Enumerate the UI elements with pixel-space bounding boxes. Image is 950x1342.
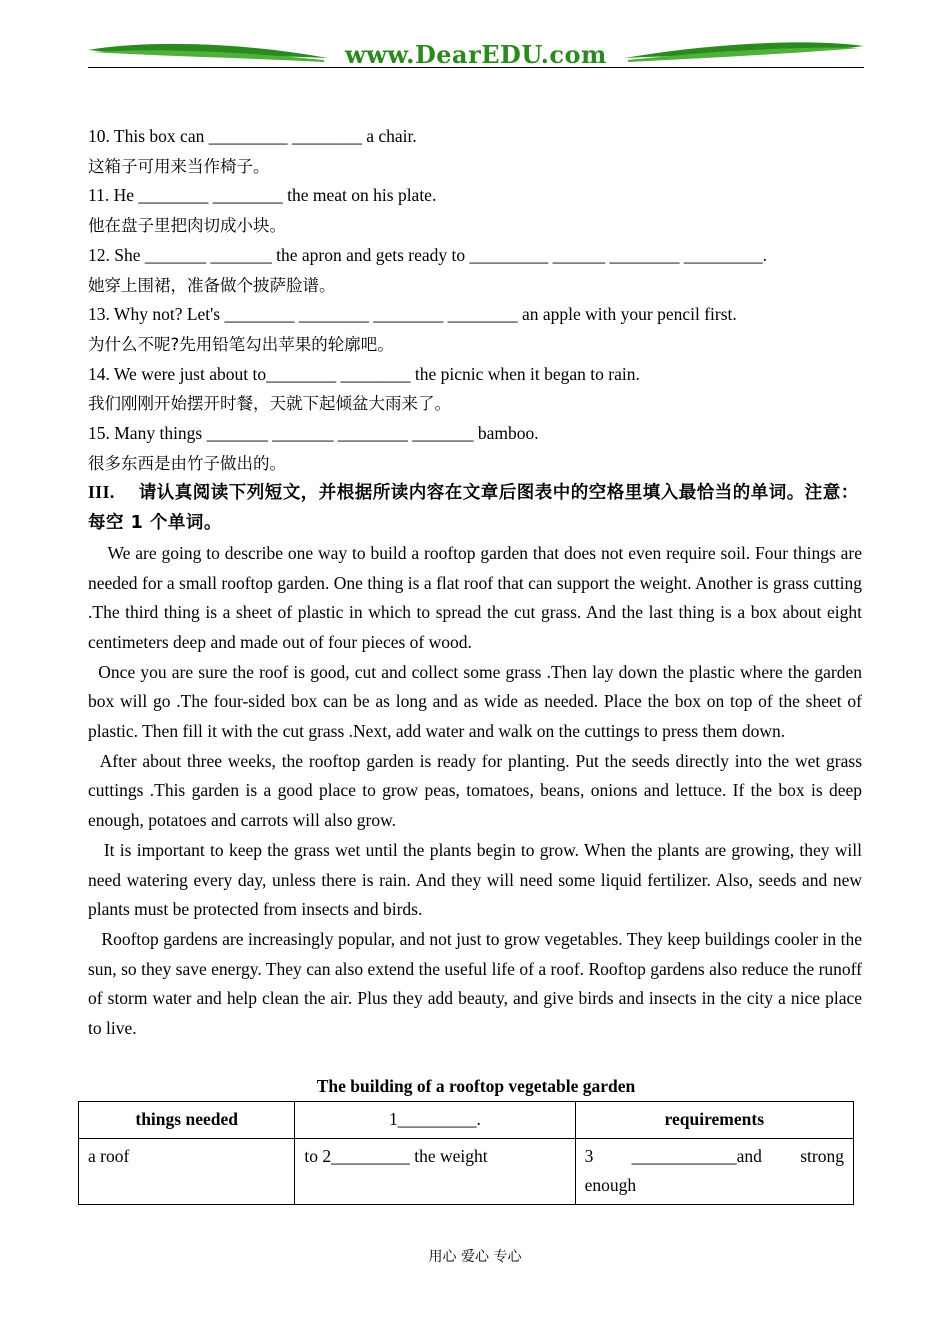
table-header-row [79,1102,854,1139]
question-13-translation: 为什么不呢?先用铅笔勾出苹果的轮廓吧。 [88,334,394,354]
question-12: 12. She _______ _______ the apron and gets ready to _________ ______ ________ _________. [88,244,768,265]
header-divider [88,67,864,68]
site-logo[interactable]: www.DearEDU.com [345,40,607,69]
question-15: 15. Many things _______ _______ ________ _______ bamboo. [88,423,539,444]
question-13: 13. Why not? Let's ________ ________ ________ ________ an apple with your pencil first. [88,304,737,325]
question-10: 10. This box can _________ ________ a chair. [88,126,417,146]
question-10-translation: 这箱子可用来当作椅子。 [88,156,270,176]
passage-paragraph-5: Rooftop gardens are increasingly popular, and not just to grow vegetables. They keep buildings cooler in the sun, so they save energy. They can also extend the useful life of a roof. Rooftop gardens also reduce the runoff of storm water and help clean the air. Plus they add beauty, and give birds and insects in the city a nice place to live. [88,928,867,1039]
table-caption: The building of a rooftop vegetable garden [316,1076,636,1096]
table-cell: to 2_________ the weight [295,1138,575,1204]
passage-paragraph-4: It is important to keep the grass wet until the plants begin to grow. When the plants are growing, they will need watering every day, unless there is rain. And they will need some liquid fertilizer. Also, seeds and new plants must be protected from insects and birds. [88,839,867,920]
question-11: 11. He ________ ________ the meat on his plate. [88,185,437,206]
passage-paragraph-3: After about three weeks, the rooftop garden is ready for planting. Put the seeds directly into the wet grass cuttings .This garden is a good place to grow peas, tomatoes, beans, onions and lettuce. If the box is deep enough, potatoes and carrots will also grow. [88,750,867,831]
table-row [79,1138,854,1204]
question-14-translation: 我们刚刚开始摆开时餐，天就下起倾盆大雨来了。 [88,394,451,414]
table-cell: 3 ____________and strong enough [575,1138,853,1204]
table-header-cell: things needed [79,1102,295,1139]
table-header-cell: requirements [575,1102,853,1139]
section-number: III. [88,482,115,503]
question-15-translation: 很多东西是由竹子做出的。 [88,453,286,473]
passage-paragraph-2: Once you are sure the roof is good, cut and collect some grass .Then lay down the plastic where the garden box will go .The four-sided box can be as long and as wide as needed. Place the box on top of the sheet of plastic. Then fill it with the cut grass .Next, add water and walk on the cuttings to press them down. [88,661,867,742]
page-footer: 用心 爱心 专心 [428,1249,522,1265]
section-instruction: 请认真阅读下列短文，并根据所读内容在文章后图表中的空格里填入最恰当的单词。注意：每空 1 个单词。 [88,483,859,534]
section-heading [88,478,862,538]
table-cell: a roof [79,1138,295,1204]
table-header-cell: 1_________. [295,1102,575,1139]
question-12-translation: 她穿上围裙，准备做个披萨脸谱。 [88,275,336,295]
answer-table [78,1101,854,1205]
question-14: 14. We were just about to________ ________ the picnic when it began to rain. [88,363,640,384]
worksheet-body [88,122,867,1044]
question-11-translation: 他在盘子里把肉切成小块。 [88,216,286,236]
passage-paragraph-1: We are going to describe one way to build a rooftop garden that does not even require soil. Four things are needed for a small rooftop garden. One thing is a flat roof that can support the weight. Another is grass cutting .The third thing is a sheet of plastic in which to spread the cut grass. And the last thing is a box about eight centimeters deep and made out of four pieces of wood. [88,542,867,652]
site-header [88,36,864,70]
